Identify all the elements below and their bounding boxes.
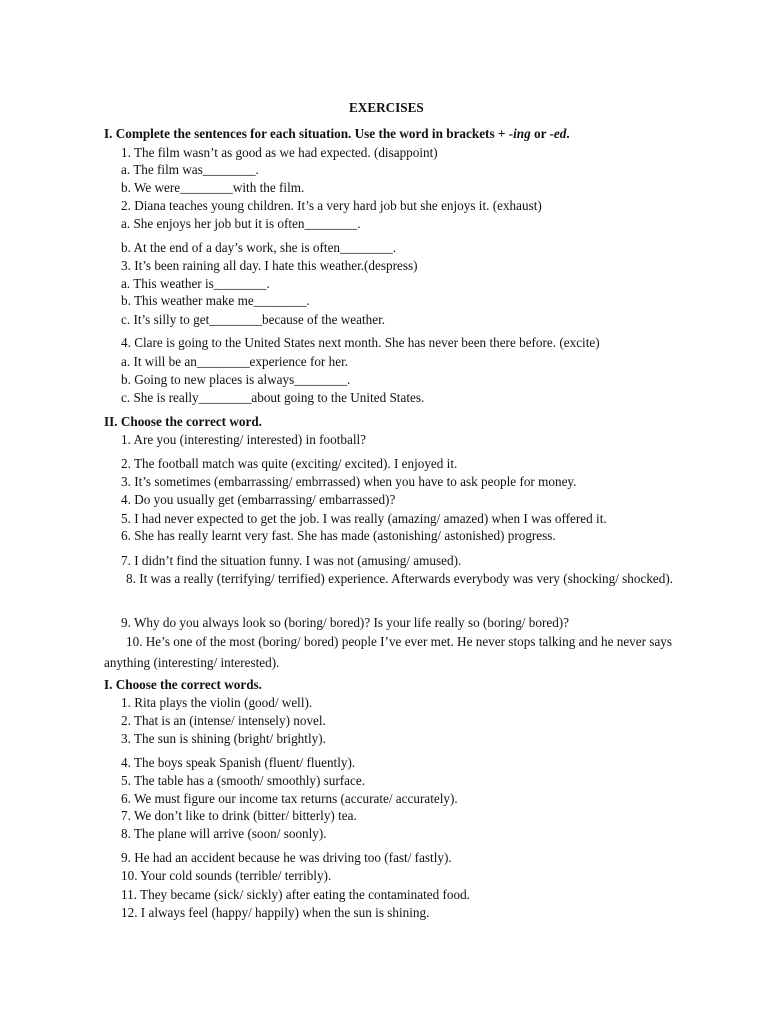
s3-question-5: 5. The table has a (smooth/ smoothly) surface. bbox=[121, 773, 366, 788]
s3-question-7: 7. We don’t like to drink (bitter/ bitterly) tea. bbox=[121, 808, 357, 823]
page-title: EXERCISES bbox=[349, 100, 424, 115]
s3-question-2: 2. That is an (intense/ intensely) novel. bbox=[121, 713, 326, 728]
s1-item-2b: b. At the end of a day’s work, she is often________. bbox=[121, 240, 397, 255]
heading-period: . bbox=[566, 126, 570, 141]
s1-item-3b: b. This weather make me________. bbox=[121, 293, 310, 308]
s1-item-4b: b. Going to new places is always________. bbox=[121, 372, 351, 387]
s2-question-6: 6. She has really learnt very fast. She has made (astonishing/ astonished) progress. bbox=[121, 528, 556, 543]
s3-question-12: 12. I always feel (happy/ happily) when the sun is shining. bbox=[121, 905, 430, 920]
s1-question-1: 1. The film wasn’t as good as we had expected. (disappoint) bbox=[121, 145, 438, 160]
ed-suffix: -ed bbox=[549, 126, 567, 141]
ing-suffix: -ing bbox=[508, 126, 531, 141]
s1-question-2: 2. Diana teaches young children. It’s a very hard job but she enjoys it. (exhaust) bbox=[121, 198, 542, 213]
s1-item-2a: a. She enjoys her job but it is often________. bbox=[121, 216, 361, 231]
section-1-heading bbox=[104, 126, 570, 142]
or-word: or bbox=[530, 126, 550, 141]
s3-question-11: 11. They became (sick/ sickly) after eating the contaminated food. bbox=[121, 887, 470, 902]
s2-question-8: 8. It was a really (terrifying/ terrified) experience. Afterwards everybody was very (shocking/ shocked). bbox=[126, 571, 674, 586]
s2-question-9: 9. Why do you always look so (boring/ bored)? Is your life really so (boring/ bored)? bbox=[121, 615, 570, 630]
s1-item-3a: a. This weather is________. bbox=[121, 276, 270, 291]
s2-question-3: 3. It’s sometimes (embarrassing/ embrrassed) when you have to ask people for money. bbox=[121, 474, 577, 489]
s2-question-7: 7. I didn’t find the situation funny. I was not (amusing/ amused). bbox=[121, 553, 462, 568]
s3-question-4: 4. The boys speak Spanish (fluent/ fluently). bbox=[121, 755, 356, 770]
s3-question-10: 10. Your cold sounds (terrible/ terribly). bbox=[121, 868, 332, 883]
s3-question-9: 9. He had an accident because he was driving too (fast/ fastly). bbox=[121, 850, 452, 865]
s1-question-3: 3. It’s been raining all day. I hate this weather.(despress) bbox=[121, 258, 418, 273]
s2-question-2: 2. The football match was quite (exciting/ excited). I enjoyed it. bbox=[121, 456, 458, 471]
section-3-heading: I. Choose the correct words. bbox=[104, 677, 262, 692]
s1-item-4a: a. It will be an________experience for her. bbox=[121, 354, 349, 369]
s3-question-8: 8. The plane will arrive (soon/ soonly). bbox=[121, 826, 327, 841]
s1-question-4: 4. Clare is going to the United States next month. She has never been there before. (excite) bbox=[121, 335, 600, 350]
s1-item-1b: b. We were________with the film. bbox=[121, 180, 305, 195]
s3-question-1: 1. Rita plays the violin (good/ well). bbox=[121, 695, 313, 710]
s2-question-5: 5. I had never expected to get the job. I was really (amazing/ amazed) when I was offered it. bbox=[121, 511, 607, 526]
s1-item-3c: c. It’s silly to get________because of the weather. bbox=[121, 312, 386, 327]
s2-question-1: 1. Are you (interesting/ interested) in football? bbox=[121, 432, 366, 447]
s2-question-10: 10. He’s one of the most (boring/ bored) people I’ve ever met. He never stops talking and he never says anything (interesting/ interested). bbox=[104, 634, 673, 670]
s1-item-4c: c. She is really________about going to the United States. bbox=[121, 390, 425, 405]
s2-question-4: 4. Do you usually get (embarrassing/ embarrassed)? bbox=[121, 492, 396, 507]
section-1-heading-text: I. Complete the sentences for each situation. Use the word in brackets + bbox=[104, 126, 509, 141]
s3-question-6: 6. We must figure our income tax returns (accurate/ accurately). bbox=[121, 791, 458, 806]
s1-item-1a: a. The film was________. bbox=[121, 162, 259, 177]
section-2-heading: II. Choose the correct word. bbox=[104, 414, 262, 429]
s3-question-3: 3. The sun is shining (bright/ brightly). bbox=[121, 731, 326, 746]
